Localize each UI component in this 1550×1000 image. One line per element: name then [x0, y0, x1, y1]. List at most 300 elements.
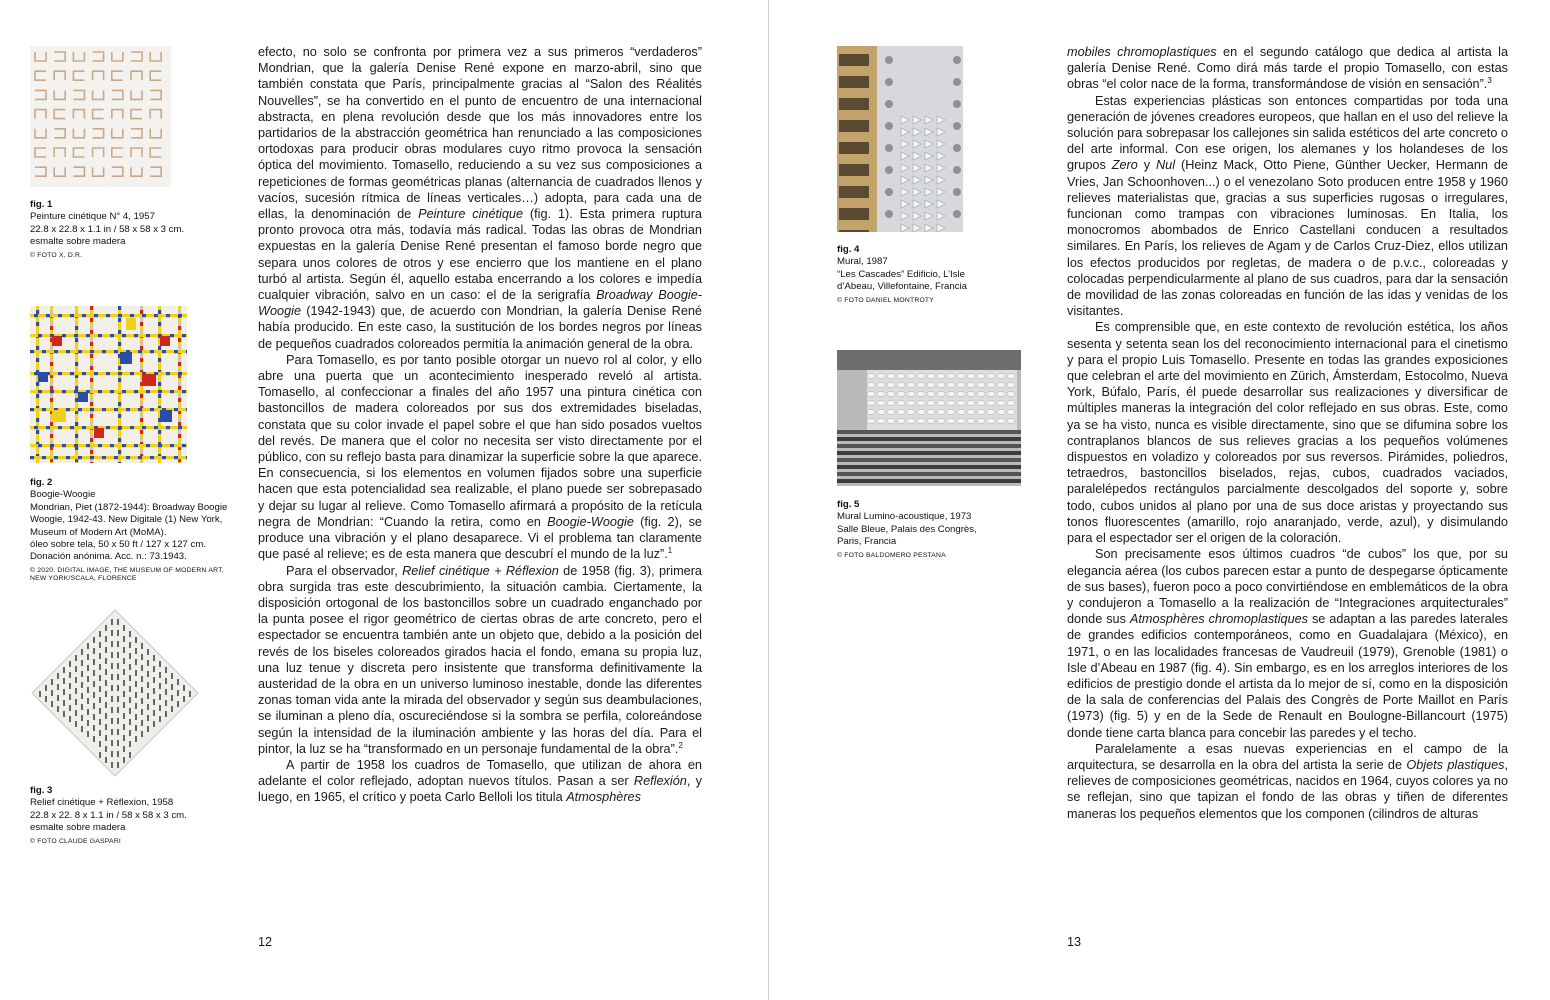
grid-dot: [75, 346, 78, 350]
grid-dot: [98, 408, 102, 411]
grid-dot: [102, 334, 106, 337]
wall-relief-element: [887, 374, 895, 379]
grid-dot: [50, 314, 54, 317]
grid-dot: [74, 350, 78, 353]
wall-relief-element: [907, 401, 915, 406]
square-mark: [54, 167, 65, 176]
grid-dot: [70, 444, 74, 447]
relief-dash: [135, 637, 137, 643]
grid-dot: [140, 438, 143, 442]
grid-dot: [94, 314, 98, 317]
grid-dot: [36, 366, 39, 370]
wall-relief-element: [977, 410, 985, 415]
grid-dot: [178, 306, 181, 310]
grid-dot: [66, 408, 70, 411]
grid-dot: [50, 386, 53, 390]
grid-dot: [140, 386, 143, 390]
grid-dot: [110, 456, 114, 459]
grid-dot: [50, 402, 53, 406]
relief-dash: [177, 690, 179, 696]
balcony-opening: [839, 98, 869, 110]
grid-dot: [66, 372, 70, 375]
grid-dot: [118, 394, 121, 398]
fig2-image: [30, 306, 187, 463]
grid-dot: [106, 456, 110, 459]
grid-dot: [110, 444, 114, 447]
grid-dot: [150, 408, 154, 411]
grid-dot: [106, 334, 110, 337]
grid-dot: [162, 456, 166, 459]
relief-dash: [147, 726, 149, 732]
relief-dash: [153, 721, 155, 727]
grid-dot: [166, 426, 170, 429]
grid-dot: [62, 372, 66, 375]
grid-dot: [178, 334, 182, 337]
grid-dot: [178, 414, 181, 418]
grid-dot: [90, 318, 93, 322]
grid-dot: [146, 390, 150, 393]
grid-dot: [78, 314, 82, 317]
grid-dot: [36, 338, 39, 342]
relief-dash: [93, 681, 95, 687]
grid-dot: [94, 350, 98, 353]
wall-relief-element: [907, 392, 915, 397]
relief-dash: [111, 729, 113, 735]
square-mark: [73, 52, 84, 61]
relief-dash: [81, 704, 83, 710]
grid-dot: [140, 330, 143, 334]
grid-dot: [158, 456, 162, 459]
grid-dot: [122, 372, 126, 375]
square-mark: [112, 129, 123, 138]
relief-dash: [129, 686, 131, 692]
grid-dot: [58, 390, 62, 393]
balcony-opening: [839, 164, 869, 176]
grid-dot: [90, 462, 93, 463]
relief-dash: [135, 681, 137, 687]
wall-relief-element: [957, 410, 965, 415]
grid-dot: [74, 408, 78, 411]
grid-dot: [154, 314, 158, 317]
grid-dot: [86, 426, 90, 429]
square-mark: [54, 129, 65, 138]
grid-dot: [78, 350, 82, 353]
porthole: [953, 210, 961, 218]
grid-dot: [30, 426, 34, 429]
grid-dot: [30, 314, 34, 317]
grid-dot: [90, 334, 94, 337]
grid-dot: [54, 372, 58, 375]
grid-dot: [50, 346, 53, 350]
grid-dot: [94, 408, 98, 411]
grid-dot: [78, 444, 82, 447]
relief-dash: [135, 648, 137, 654]
relief-dash: [69, 705, 71, 711]
wall-relief-element: [997, 383, 1005, 388]
balcony-opening: [839, 186, 869, 198]
relief-dash: [165, 700, 167, 706]
grid-dot: [118, 322, 121, 326]
grid-dot: [138, 350, 142, 353]
grid-dot: [114, 372, 118, 375]
fig1-line: Peinture cinétique N° 4, 1957: [30, 211, 155, 223]
grid-dot: [178, 342, 181, 346]
grid-dot: [36, 382, 39, 386]
relief-dash: [159, 672, 161, 678]
grid-dot: [130, 390, 134, 393]
relief-dash: [105, 702, 107, 708]
grid-dot: [178, 330, 181, 334]
relief-dash: [129, 730, 131, 736]
grid-dot: [86, 444, 90, 447]
relief-dash: [141, 720, 143, 726]
grid-dot: [122, 456, 126, 459]
grid-dot: [162, 444, 166, 447]
grid-dot: [38, 444, 42, 447]
grid-dot: [118, 330, 121, 334]
grid-dot: [150, 426, 154, 429]
relief-dash: [105, 691, 107, 697]
grid-dot: [118, 338, 121, 342]
relief-dash: [105, 757, 107, 763]
grid-dot: [36, 330, 39, 334]
grid-dot: [138, 426, 142, 429]
grid-dot: [75, 310, 78, 314]
square-mark: [112, 52, 123, 61]
grid-dot: [90, 394, 93, 398]
fig2-line: Boogie-Woogie: [30, 489, 96, 501]
grid-dot: [178, 362, 181, 366]
wall-relief-element: [997, 410, 1005, 415]
square-mark: [93, 167, 104, 176]
grid-dot: [158, 422, 161, 426]
grid-dot: [170, 426, 174, 429]
grid-dot: [90, 386, 93, 390]
wall-relief-element: [877, 374, 885, 379]
relief-dash: [87, 643, 89, 649]
grid-dot: [162, 372, 166, 375]
relief-dash: [129, 642, 131, 648]
grid-dot: [118, 306, 121, 310]
grid-dot: [140, 310, 143, 314]
wall-relief-element: [1007, 410, 1015, 415]
grid-dot: [90, 438, 93, 442]
relief-dash: [123, 691, 125, 697]
grid-dot: [66, 456, 70, 459]
wall-relief-element: [967, 419, 975, 424]
grid-dot: [42, 334, 46, 337]
grid-dot: [154, 444, 158, 447]
relief-dash: [81, 649, 83, 655]
wall-relief-element: [937, 374, 945, 379]
grid-dot: [82, 314, 86, 317]
grid-dot: [46, 408, 50, 411]
relief-dash: [87, 676, 89, 682]
grid-dot: [36, 326, 39, 330]
relief-dash: [105, 625, 107, 631]
square-mark: [112, 71, 123, 80]
grid-dot: [90, 390, 94, 393]
relief-dash: [171, 706, 173, 712]
grid-dot: [134, 426, 138, 429]
grid-dot: [102, 350, 106, 353]
grid-dot: [90, 456, 94, 459]
grid-dot: [110, 390, 114, 393]
relief-dash: [111, 630, 113, 636]
wall-relief-element: [877, 419, 885, 424]
relief-dash: [63, 700, 65, 706]
relief-dash: [171, 695, 173, 701]
relief-dash: [75, 721, 77, 727]
grid-dot: [34, 314, 38, 317]
grid-dot: [36, 362, 39, 366]
relief-dash: [69, 672, 71, 678]
relief-dash: [63, 667, 65, 673]
relief-dash: [87, 654, 89, 660]
grid-dot: [178, 338, 181, 342]
grid-dot: [154, 426, 158, 429]
grid-dot: [50, 382, 53, 386]
grid-dot: [126, 408, 130, 411]
relief-dash: [117, 641, 119, 647]
grid-dot: [75, 398, 78, 402]
porthole: [953, 100, 961, 108]
square-mark: [73, 71, 84, 80]
grid-dot: [158, 306, 161, 310]
seat-row: [837, 479, 1021, 483]
relief-dash: [51, 701, 53, 707]
grid-dot: [178, 438, 181, 442]
grid-dot: [90, 408, 94, 411]
grid-dot: [46, 350, 50, 353]
relief-dash: [99, 631, 101, 637]
relief-dash: [111, 685, 113, 691]
grid-dot: [118, 314, 122, 317]
grid-dot: [90, 338, 93, 342]
relief-dash: [105, 658, 107, 664]
grid-dot: [182, 314, 186, 317]
relief-dash: [93, 659, 95, 665]
square-mark: [73, 148, 84, 157]
grid-dot: [42, 444, 46, 447]
relief-dash: [141, 676, 143, 682]
grid-dot: [140, 418, 143, 422]
relief-dash: [135, 659, 137, 665]
grid-dot: [94, 334, 98, 337]
square-mark: [150, 71, 161, 80]
fig1-line: esmalte sobre madera: [30, 236, 126, 248]
wall-relief-element: [917, 410, 925, 415]
fig4-line: d’Abeau, Villefontaine, Francia: [837, 281, 967, 293]
relief-dash: [69, 683, 71, 689]
grid-dot: [50, 438, 53, 442]
relief-dash: [123, 669, 125, 675]
grid-dot: [106, 372, 110, 375]
relief-dash: [117, 619, 119, 625]
grid-dot: [50, 326, 53, 330]
relief-dash: [147, 715, 149, 721]
relief-dash: [75, 655, 77, 661]
grid-dot: [34, 444, 38, 447]
grid-dot: [178, 394, 181, 398]
grid-dot: [102, 372, 106, 375]
wall-relief-element: [947, 419, 955, 424]
grid-dot: [110, 426, 114, 429]
color-block: [126, 318, 136, 330]
grid-dot: [158, 314, 162, 317]
balcony-opening: [839, 54, 869, 66]
wall-relief-element: [917, 392, 925, 397]
grid-dot: [54, 390, 58, 393]
grid-dot: [178, 418, 181, 422]
fig5-line: Mural Lumino-acoustique, 1973: [837, 511, 972, 523]
grid-dot: [90, 314, 94, 317]
grid-dot: [134, 456, 138, 459]
paragraph: A partir de 1958 los cuadros de Tomasello, que utilizan de ahora en adelante el color reflejado, adoptan nuevos títulos. Pasan a ser Reflexión, y luego, en 1965, el crítico y poeta Carlo Belloli los titula Atmosphères: [258, 757, 702, 805]
grid-dot: [38, 426, 42, 429]
relief-dash: [117, 707, 119, 713]
grid-dot: [75, 418, 78, 422]
grid-dot: [86, 372, 90, 375]
wall-relief-element: [947, 374, 955, 379]
grid-dot: [140, 450, 143, 454]
relief-dash: [129, 719, 131, 725]
grid-dot: [75, 394, 78, 398]
grid-dot: [178, 314, 182, 317]
grid-dot: [158, 386, 161, 390]
grid-dot: [142, 314, 146, 317]
relief-dash: [123, 724, 125, 730]
grid-dot: [154, 350, 158, 353]
fig2-credit: © 2020. DIGITAL IMAGE, THE MUSEUM OF MODERN ART,: [30, 566, 224, 574]
grid-dot: [38, 334, 42, 337]
grid-dot: [178, 462, 181, 463]
grid-dot: [126, 334, 130, 337]
relief-dash: [45, 685, 47, 691]
grid-dot: [75, 462, 78, 463]
grid-dot: [66, 334, 70, 337]
relief-dash: [147, 660, 149, 666]
grid-dot: [178, 434, 181, 438]
grid-dot: [38, 314, 42, 317]
fig3-image: [30, 608, 200, 778]
relief-dash: [99, 719, 101, 725]
relief-dash: [117, 729, 119, 735]
grid-dot: [50, 394, 53, 398]
relief-dash: [99, 653, 101, 659]
grid-dot: [50, 422, 53, 426]
balcony-opening: [839, 208, 869, 220]
grid-dot: [142, 426, 146, 429]
relief-dash: [105, 713, 107, 719]
grid-dot: [30, 334, 34, 337]
grid-dot: [62, 444, 66, 447]
relief-dash: [165, 667, 167, 673]
grid-dot: [36, 318, 39, 322]
relief-dash: [123, 702, 125, 708]
grid-dot: [126, 444, 130, 447]
square-mark: [131, 71, 142, 80]
relief-dash: [129, 741, 131, 747]
relief-dash: [63, 711, 65, 717]
relief-dash: [165, 711, 167, 717]
porthole: [885, 210, 893, 218]
grid-dot: [36, 434, 39, 438]
wall-relief-element: [887, 401, 895, 406]
grid-dot: [134, 372, 138, 375]
grid-dot: [146, 314, 150, 317]
grid-dot: [54, 426, 58, 429]
fig3-line: 22.8 x 22. 8 x 1.1 in / 58 x 58 x 3 cm.: [30, 809, 187, 821]
grid-dot: [174, 456, 178, 459]
grid-dot: [75, 386, 78, 390]
grid-dot: [75, 422, 78, 426]
grid-dot: [178, 318, 181, 322]
grid-dot: [42, 390, 46, 393]
relief-dash: [93, 703, 95, 709]
color-block: [160, 410, 172, 422]
grid-dot: [90, 378, 93, 382]
grid-dot: [98, 334, 102, 337]
square-mark: [112, 90, 123, 99]
seat-row: [837, 430, 1021, 434]
grid-dot: [54, 350, 58, 353]
grid-dot: [118, 444, 122, 447]
wall-relief-element: [877, 410, 885, 415]
balcony-opening: [839, 76, 869, 88]
grid-dot: [118, 426, 122, 429]
grid-dot: [74, 456, 78, 459]
grid-dot: [178, 372, 182, 375]
grid-dot: [94, 390, 98, 393]
grid-dot: [140, 322, 143, 326]
wall-relief-element: [1007, 419, 1015, 424]
relief-dash: [87, 731, 89, 737]
grid-dot: [130, 426, 134, 429]
square-mark: [35, 167, 46, 176]
grid-dot: [36, 306, 39, 310]
grid-dot: [62, 456, 66, 459]
grid-dot: [178, 310, 181, 314]
grid-dot: [30, 390, 34, 393]
relief-dash: [123, 636, 125, 642]
grid-dot: [178, 358, 181, 362]
grid-dot: [82, 372, 86, 375]
grid-dot: [140, 326, 143, 330]
diamond-panel: [32, 610, 198, 776]
square-mark: [54, 90, 65, 99]
wall-relief-element: [867, 410, 875, 415]
grid-dot: [174, 408, 178, 411]
relief-dash: [141, 687, 143, 693]
wall-relief-element: [1007, 383, 1015, 388]
grid-dot: [36, 418, 39, 422]
right-text-column: [1067, 44, 1508, 822]
grid-dot: [90, 342, 93, 346]
grid-dot: [90, 444, 94, 447]
relief-dash: [165, 678, 167, 684]
grid-dot: [46, 334, 50, 337]
relief-dash: [153, 677, 155, 683]
fig5-auditorium-photo: [837, 350, 1021, 486]
grid-dot: [118, 390, 122, 393]
grid-dot: [118, 318, 121, 322]
grid-dot: [122, 314, 126, 317]
relief-dash: [51, 690, 53, 696]
porthole: [885, 56, 893, 64]
grid-dot: [90, 398, 93, 402]
paragraph: Estas experiencias plásticas son entonces compartidas por toda una generación de jóvenes creadores europeos, que hallan en el uso del relieve la solución para sobrepasar los callejones sin salida estéticos del arte concreto o del arte informal. Con ese origen, los alemanes y los holandeses de los grupos Zero y Nul (Heinz Mack, Otto Piene, Günther Uecker, Hermann de Vries, Jan Schoonhoven...) o el venezolano Soto producen entre 1958 y 1960 relieves materialistas que, gracias a sus superficies rugosas o irregulares, funcionan como trampas con vibraciones luminosas. En Italia, los monocromos abombados de Enrico Castellani conducen a resultados similares. En París, los relieves de Agam y de Carlos Cruz-Diez, ellos utilizan los efectos producidos por regletas, de madera o de p.v.c., coloreadas y colocadas perpendicularmente al plano de sus cuadros, para dar la sensación de movilidad de las zonas coloreadas en función de las idas y venidas de los visitantes.: [1067, 93, 1508, 319]
